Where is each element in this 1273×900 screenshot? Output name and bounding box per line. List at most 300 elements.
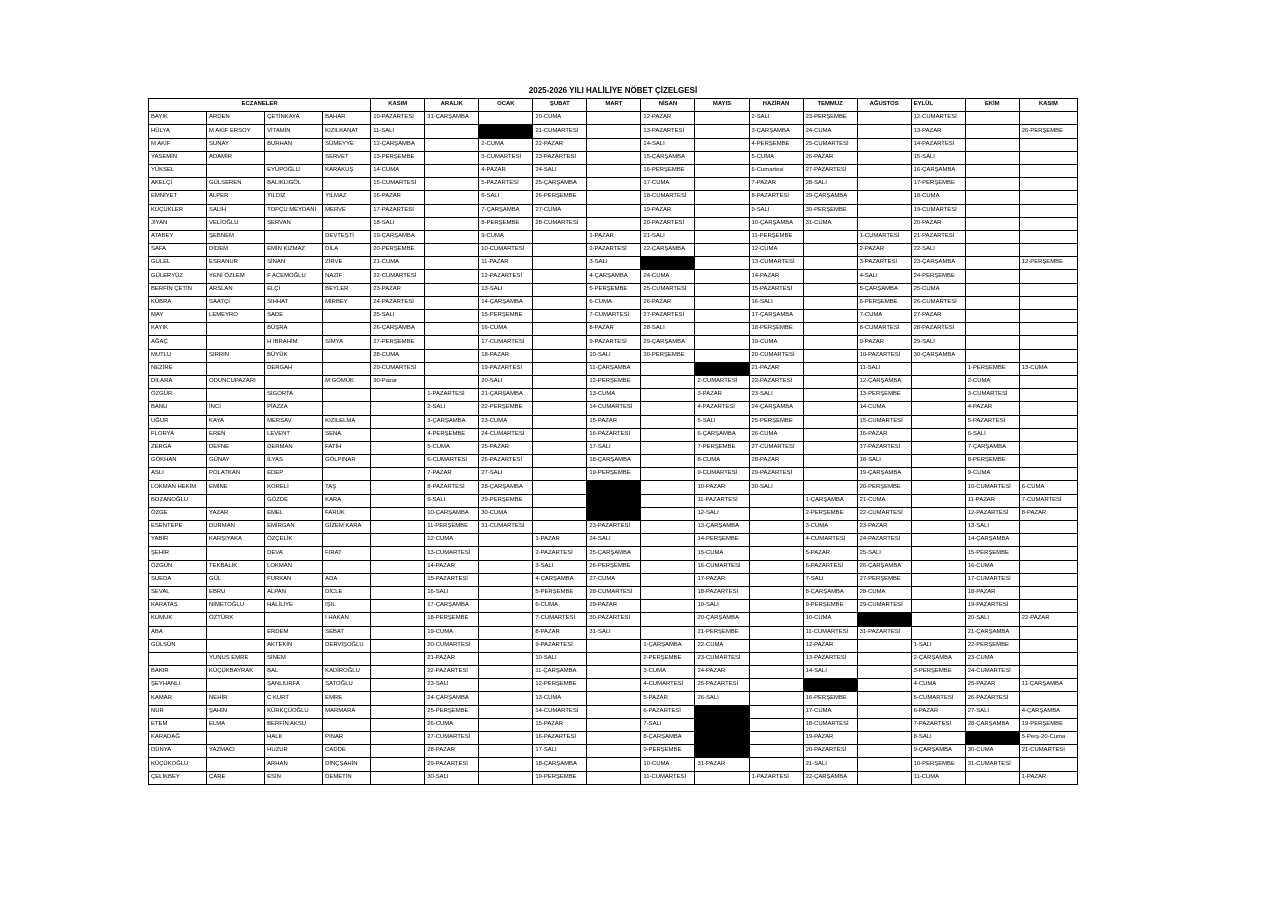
duty-date-cell: 4-ÇARŞAMBA	[533, 573, 587, 586]
duty-date-cell: 19-PERŞEMBE	[1019, 718, 1077, 731]
duty-date-cell	[641, 389, 695, 402]
duty-date-cell	[749, 560, 803, 573]
duty-date-cell: 7-ÇARŞAMBA	[965, 441, 1019, 454]
table-row	[149, 560, 1078, 573]
duty-date-cell: 13-PERŞEMBE	[371, 151, 425, 164]
pharmacy-name-cell	[265, 375, 323, 388]
duty-date-cell	[1019, 547, 1077, 560]
duty-date-cell	[857, 705, 911, 718]
duty-date-cell: 31-CUMARTESİ	[479, 521, 533, 534]
duty-date-cell	[857, 745, 911, 758]
pharmacy-name-cell: KIZILKANAT	[323, 125, 371, 138]
month-header: MAYIS	[695, 99, 749, 112]
duty-date-cell: 15-PAZARTESİ	[425, 573, 479, 586]
month-header: AĞUSTOS	[857, 99, 911, 112]
month-header: KASIM	[1019, 99, 1077, 112]
duty-date-cell	[965, 336, 1019, 349]
pharmacy-name-cell: HUZUR	[265, 745, 323, 758]
duty-date-cell	[857, 112, 911, 125]
duty-date-cell	[911, 428, 965, 441]
pharmacy-name-cell: SEVAL	[149, 586, 207, 599]
duty-date-cell: 18-PAZAR	[965, 586, 1019, 599]
duty-date-cell	[479, 547, 533, 560]
duty-date-cell	[1019, 244, 1077, 257]
duty-date-cell: 21-CUMA	[857, 494, 911, 507]
duty-date-cell: 16-SALI	[425, 586, 479, 599]
pharmacy-name-cell: TOPÇU MEYDANI	[265, 204, 323, 217]
pharmacy-name-cell: KÜBRA	[149, 296, 207, 309]
pharmacy-name-cell: GÜL	[207, 573, 265, 586]
duty-date-cell	[641, 586, 695, 599]
pharmacy-name-cell	[207, 626, 265, 639]
duty-date-cell	[479, 692, 533, 705]
duty-date-cell	[425, 244, 479, 257]
duty-date-cell	[641, 560, 695, 573]
duty-date-cell: 27-PAZARTESİ	[803, 164, 857, 177]
duty-date-cell	[911, 494, 965, 507]
duty-date-cell: 11-ÇARŞAMBA	[533, 666, 587, 679]
pharmacy-name-cell: BAHAR	[323, 112, 371, 125]
duty-date-cell	[857, 138, 911, 151]
duty-date-cell: 25-PAZAR	[965, 679, 1019, 692]
pharmacy-name-cell: ŞEYHANLI	[149, 679, 207, 692]
duty-date-cell: 13-CUMA	[1019, 362, 1077, 375]
duty-date-cell: 3-ÇARŞAMBA	[749, 125, 803, 138]
duty-date-cell	[803, 481, 857, 494]
pharmacy-name-cell: SERVAN	[265, 217, 323, 230]
duty-date-cell: 3-PERŞEMBE	[911, 666, 965, 679]
duty-date-cell	[587, 191, 641, 204]
duty-date-cell	[965, 151, 1019, 164]
pharmacy-name-cell: İLYAS	[265, 455, 323, 468]
table-row	[149, 481, 1078, 494]
pharmacy-name-cell: KARATAŞ	[149, 600, 207, 613]
duty-date-cell	[641, 375, 695, 388]
duty-date-cell	[479, 745, 533, 758]
pharmacy-name-cell: KAMAR	[149, 692, 207, 705]
duty-date-cell: 12-ÇARŞAMBA	[371, 138, 425, 151]
duty-date-cell	[857, 639, 911, 652]
blocked-cell	[695, 362, 749, 375]
duty-date-cell: 10-PAZARTESİ	[371, 112, 425, 125]
duty-date-cell	[911, 455, 965, 468]
pharmacy-name-cell: SIHHAT	[265, 296, 323, 309]
duty-date-cell: 26-PAZAR	[803, 151, 857, 164]
duty-date-cell: 1-PAZARTESİ	[749, 771, 803, 784]
duty-date-cell: 16-CUMARTESİ	[695, 560, 749, 573]
duty-date-cell	[587, 771, 641, 784]
duty-date-cell: 17-CUMARTESİ	[479, 336, 533, 349]
table-row	[149, 521, 1078, 534]
duty-date-cell	[857, 204, 911, 217]
pharmacy-name-cell	[207, 732, 265, 745]
table-row	[149, 389, 1078, 402]
duty-date-cell: 2-PAZAR	[857, 244, 911, 257]
pharmacy-name-cell: SİMYA	[323, 336, 371, 349]
pharmacy-name-cell: ZİRVE	[323, 257, 371, 270]
month-header: MART	[587, 99, 641, 112]
duty-date-cell: 21-PAZARTESİ	[911, 230, 965, 243]
duty-date-cell: 6-SALI	[479, 191, 533, 204]
duty-date-cell: 29-PAZARTESİ	[425, 758, 479, 771]
duty-date-cell: 22-SALI	[911, 244, 965, 257]
pharmacy-name-cell: NEZİRE	[149, 362, 207, 375]
duty-date-cell: 11-PAZAR	[965, 494, 1019, 507]
duty-date-cell	[857, 151, 911, 164]
duty-date-cell: 28-PAZAR	[749, 455, 803, 468]
month-header: OCAK	[479, 99, 533, 112]
duty-date-cell: 6-PERŞEMBE	[857, 296, 911, 309]
pharmacy-name-cell: ÖZTÜRK	[207, 613, 265, 626]
duty-date-cell	[533, 283, 587, 296]
duty-date-cell: 22-PAZAR	[533, 138, 587, 151]
duty-date-cell	[1019, 178, 1077, 191]
duty-date-cell: 27-PERŞEMBE	[857, 573, 911, 586]
duty-date-cell: 6-SALI	[965, 428, 1019, 441]
duty-date-cell: 15-ÇARŞAMBA	[641, 151, 695, 164]
duty-date-cell	[371, 560, 425, 573]
pharmacy-name-cell	[207, 758, 265, 771]
pharmacy-name-cell: ÖZGÜN	[149, 560, 207, 573]
pharmacy-name-cell: VELİOĞLU	[207, 217, 265, 230]
duty-date-cell	[371, 507, 425, 520]
duty-date-cell: 10-ÇARŞAMBA	[425, 507, 479, 520]
pharmacy-name-cell: ODUNCUPAZARI	[207, 375, 265, 388]
table-row	[149, 639, 1078, 652]
duty-date-cell	[371, 481, 425, 494]
duty-date-cell	[371, 494, 425, 507]
duty-date-cell	[587, 745, 641, 758]
duty-date-cell	[911, 586, 965, 599]
pharmacy-name-cell: KARA	[323, 494, 371, 507]
duty-date-cell: 6-PAZARTESİ	[641, 705, 695, 718]
duty-date-cell: 18-PAZAR	[479, 349, 533, 362]
pharmacy-name-cell: ETEM	[149, 718, 207, 731]
duty-date-cell: 30-PAZARTESİ	[587, 613, 641, 626]
duty-date-cell: 28-CUMARTESİ	[587, 586, 641, 599]
duty-date-cell: 26-ÇARŞAMBA	[371, 323, 425, 336]
pharmacy-name-cell	[323, 217, 371, 230]
duty-date-cell: 26-PAZARTESİ	[965, 692, 1019, 705]
duty-date-cell: 5-ÇARŞAMBA	[857, 283, 911, 296]
duty-date-cell	[587, 164, 641, 177]
duty-date-cell	[1019, 191, 1077, 204]
pharmacy-name-cell: ALPAN	[265, 586, 323, 599]
duty-date-cell	[533, 270, 587, 283]
duty-date-cell	[425, 204, 479, 217]
duty-date-cell: 10-ÇARŞAMBA	[749, 217, 803, 230]
duty-date-cell: 3-CUMARTESİ	[479, 151, 533, 164]
duty-date-cell: 17-CUMA	[641, 178, 695, 191]
duty-date-cell	[641, 494, 695, 507]
duty-date-cell: 4-SALI	[857, 270, 911, 283]
duty-date-cell: 9-CUMA	[965, 468, 1019, 481]
duty-date-cell: 24-CUMARTESİ	[479, 428, 533, 441]
duty-date-cell	[749, 494, 803, 507]
duty-date-cell: 24-PAZARTESİ	[371, 296, 425, 309]
duty-date-cell	[965, 771, 1019, 784]
duty-date-cell: 9-PAZAR	[857, 336, 911, 349]
pharmacy-name-cell: EMRE	[323, 692, 371, 705]
duty-date-cell: 5-PAZARTESİ	[479, 178, 533, 191]
duty-date-cell	[1019, 217, 1077, 230]
duty-date-cell	[533, 521, 587, 534]
duty-date-cell: 13-PAZAR	[911, 125, 965, 138]
duty-date-cell: 31-SALI	[587, 626, 641, 639]
duty-date-cell: 28-CUMARTESİ	[533, 217, 587, 230]
pharmacy-name-cell: DİNÇŞAHİN	[323, 758, 371, 771]
table-row	[149, 178, 1078, 191]
duty-date-cell	[857, 732, 911, 745]
pharmacy-name-cell: ARDEN	[207, 112, 265, 125]
pharmacy-name-cell	[265, 151, 323, 164]
table-row	[149, 415, 1078, 428]
duty-date-cell: 4-PAZARTESİ	[695, 402, 749, 415]
blocked-cell	[695, 705, 749, 718]
pharmacy-name-cell: MARMARA	[323, 705, 371, 718]
duty-date-cell: 12-CUMARTESİ	[911, 112, 965, 125]
duty-date-cell	[965, 125, 1019, 138]
duty-date-cell	[1019, 639, 1077, 652]
duty-date-cell: 27-PERŞEMBE	[371, 336, 425, 349]
duty-date-cell: 16-PERŞEMBE	[803, 692, 857, 705]
duty-date-cell	[587, 666, 641, 679]
duty-date-cell: 12-PAZAR	[803, 639, 857, 652]
duty-date-cell	[1019, 349, 1077, 362]
duty-date-cell: 10-CUMARTESİ	[965, 481, 1019, 494]
duty-date-cell	[965, 191, 1019, 204]
duty-date-cell	[641, 600, 695, 613]
duty-date-cell	[533, 323, 587, 336]
duty-date-cell	[587, 204, 641, 217]
duty-date-cell: 19-PAZARTESİ	[965, 600, 1019, 613]
duty-date-cell	[803, 296, 857, 309]
pharmacy-name-cell: ÇETİNKAYA	[265, 112, 323, 125]
duty-date-cell	[695, 204, 749, 217]
duty-date-cell	[965, 178, 1019, 191]
pharmacy-name-cell: SIRRIN	[207, 349, 265, 362]
pharmacy-name-cell: ESİN	[265, 771, 323, 784]
duty-date-cell	[695, 771, 749, 784]
duty-date-cell: 24-CUMA	[641, 270, 695, 283]
pharmacy-name-cell: BURHAN	[265, 138, 323, 151]
duty-date-cell	[695, 217, 749, 230]
month-header: HAZİRAN	[749, 99, 803, 112]
duty-date-cell: 27-SALI	[965, 705, 1019, 718]
duty-date-cell: 12-PAZARTESİ	[479, 270, 533, 283]
duty-date-cell	[803, 375, 857, 388]
pharmacy-name-cell: KARŞIYAKA	[207, 534, 265, 547]
duty-date-cell: 13-SALI	[479, 283, 533, 296]
duty-date-cell	[533, 244, 587, 257]
duty-date-cell	[749, 732, 803, 745]
table-row	[149, 204, 1078, 217]
duty-date-cell	[479, 586, 533, 599]
duty-date-cell	[749, 573, 803, 586]
duty-date-cell: 18-CUMARTESİ	[641, 191, 695, 204]
duty-date-cell: 15-CUMARTESİ	[371, 178, 425, 191]
duty-date-cell	[533, 507, 587, 520]
duty-date-cell: 15-PAZAR	[587, 415, 641, 428]
duty-date-cell: 18-ÇARŞAMBA	[533, 758, 587, 771]
duty-date-cell	[911, 415, 965, 428]
duty-date-cell: 8-ÇARŞAMBA	[641, 732, 695, 745]
duty-date-cell	[587, 692, 641, 705]
duty-date-cell	[1019, 270, 1077, 283]
duty-date-cell	[587, 151, 641, 164]
duty-date-cell	[587, 217, 641, 230]
duty-date-cell: 13-PAZARTESİ	[641, 125, 695, 138]
duty-date-cell	[425, 164, 479, 177]
duty-date-cell	[749, 758, 803, 771]
duty-date-cell	[1019, 389, 1077, 402]
duty-date-cell	[749, 639, 803, 652]
pharmacy-name-cell: YILDIZ	[265, 191, 323, 204]
duty-date-cell	[479, 639, 533, 652]
duty-date-cell: 28-PAZAR	[425, 745, 479, 758]
duty-date-cell: 19-PERŞEMBE	[533, 771, 587, 784]
pharmacy-name-cell: IŞIL	[323, 600, 371, 613]
duty-date-cell	[1019, 626, 1077, 639]
pharmacy-name-cell: EREN	[207, 428, 265, 441]
duty-date-cell	[425, 191, 479, 204]
duty-date-cell: 5-CUMA	[749, 151, 803, 164]
pharmacy-name-cell: H İBRAHİM	[265, 336, 323, 349]
duty-date-cell	[479, 626, 533, 639]
duty-date-cell: 6-PAZARTESİ	[803, 560, 857, 573]
duty-date-cell	[803, 389, 857, 402]
duty-date-cell	[911, 573, 965, 586]
pharmacy-name-cell: LOKMAN HEKİM	[149, 481, 207, 494]
duty-date-cell	[695, 270, 749, 283]
duty-date-cell	[911, 468, 965, 481]
duty-date-cell	[371, 521, 425, 534]
pharmacy-name-cell: SİNEM	[265, 652, 323, 665]
duty-date-cell: 9-SALI	[425, 494, 479, 507]
duty-date-cell: 4-CUMA	[911, 679, 965, 692]
month-header: ARALIK	[425, 99, 479, 112]
duty-date-cell	[911, 507, 965, 520]
duty-date-cell	[695, 349, 749, 362]
blocked-cell	[587, 507, 641, 520]
pharmacy-name-cell: MUTLU	[149, 349, 207, 362]
duty-date-cell	[479, 732, 533, 745]
pharmacy-name-cell: ELMA	[207, 718, 265, 731]
duty-date-cell	[479, 679, 533, 692]
duty-date-cell	[533, 310, 587, 323]
duty-date-cell: 14-PAZAR	[749, 270, 803, 283]
duty-date-cell: 17-ÇARŞAMBA	[749, 310, 803, 323]
duty-date-cell	[641, 428, 695, 441]
duty-date-cell: 4-PERŞEMBE	[425, 428, 479, 441]
duty-date-cell: 20-CUMARTESİ	[749, 349, 803, 362]
duty-date-cell	[479, 771, 533, 784]
duty-date-cell	[1019, 758, 1077, 771]
duty-date-cell: 23-PAZARTESİ	[587, 521, 641, 534]
pharmacy-name-cell: BOZANOĞLU	[149, 494, 207, 507]
pharmacy-name-cell: YAZAR	[207, 507, 265, 520]
pharmacy-name-cell	[207, 547, 265, 560]
pharmacy-name-cell: GÖLPINAR	[323, 455, 371, 468]
duty-date-cell	[425, 151, 479, 164]
pharmacy-name-cell: KARADAĞ	[149, 732, 207, 745]
table-row	[149, 613, 1078, 626]
pharmacy-name-cell: YAZMACI	[207, 745, 265, 758]
pharmacies-header: ECZANELER	[149, 99, 371, 112]
pharmacy-name-cell: DERGAH	[265, 362, 323, 375]
duty-date-cell	[695, 244, 749, 257]
duty-date-cell: 1-PAZARTESİ	[425, 389, 479, 402]
pharmacy-name-cell: GÜLEL	[149, 257, 207, 270]
duty-date-cell: 10-CUMARTESİ	[479, 244, 533, 257]
pharmacy-name-cell	[149, 652, 207, 665]
pharmacy-name-cell: ELÇİ	[265, 283, 323, 296]
duty-date-cell: 8-PAZARTESİ	[749, 191, 803, 204]
duty-date-cell	[371, 758, 425, 771]
duty-date-cell: 17-SALI	[533, 745, 587, 758]
pharmacy-name-cell: İ HAKAN	[323, 613, 371, 626]
table-row	[149, 310, 1078, 323]
duty-date-cell	[371, 468, 425, 481]
duty-date-cell	[857, 666, 911, 679]
duty-date-cell: 10-SALI	[587, 349, 641, 362]
pharmacy-name-cell: SAFA	[149, 244, 207, 257]
duty-date-cell: 19-PAZARTESİ	[479, 362, 533, 375]
pharmacy-name-cell: NİMETOĞLU	[207, 600, 265, 613]
pharmacy-name-cell	[323, 323, 371, 336]
pharmacy-name-cell: EMİN KIZMAZ	[265, 244, 323, 257]
duty-date-cell: 7-PAZAR	[425, 468, 479, 481]
duty-date-cell	[425, 296, 479, 309]
duty-date-cell	[641, 613, 695, 626]
duty-date-cell: 7-SALI	[641, 718, 695, 731]
duty-date-cell	[479, 718, 533, 731]
table-row	[149, 244, 1078, 257]
duty-date-cell: 4-PAZAR	[965, 402, 1019, 415]
pharmacy-name-cell: UĞUR	[149, 415, 207, 428]
duty-date-cell: 3-PAZARTESİ	[857, 257, 911, 270]
pharmacy-name-cell: M AKİF	[149, 138, 207, 151]
table-row	[149, 125, 1078, 138]
pharmacy-name-cell: KAYIK	[149, 323, 207, 336]
duty-date-cell	[425, 349, 479, 362]
duty-date-cell: 7-PAZARTESİ	[911, 718, 965, 731]
duty-date-cell	[1019, 652, 1077, 665]
duty-date-cell	[479, 666, 533, 679]
duty-date-cell: 29-SALI	[911, 336, 965, 349]
duty-date-cell	[695, 138, 749, 151]
duty-date-cell	[749, 679, 803, 692]
duty-date-cell: 30-SALI	[425, 771, 479, 784]
pharmacy-name-cell: ÖZÇELİK	[265, 534, 323, 547]
duty-date-cell: 15-CUMA	[695, 547, 749, 560]
duty-date-cell: 23-SALI	[425, 679, 479, 692]
pharmacy-name-cell: BERFİN ÇETİN	[149, 283, 207, 296]
duty-date-cell	[803, 323, 857, 336]
pharmacy-name-cell: GİZEM KARA	[323, 521, 371, 534]
duty-date-cell	[749, 534, 803, 547]
duty-date-cell	[1019, 375, 1077, 388]
pharmacy-name-cell: EMİRGAN	[265, 521, 323, 534]
duty-date-cell: 2-ÇARŞAMBA	[911, 652, 965, 665]
duty-date-cell: 24-SALI	[533, 164, 587, 177]
duty-date-cell: 19-CUMARTESİ	[911, 204, 965, 217]
pharmacy-name-cell: YÜKSEL	[149, 164, 207, 177]
duty-date-cell	[911, 600, 965, 613]
duty-date-cell: 7-SALI	[803, 573, 857, 586]
duty-date-cell	[803, 455, 857, 468]
duty-date-cell: 12-PERŞEMBE	[587, 375, 641, 388]
